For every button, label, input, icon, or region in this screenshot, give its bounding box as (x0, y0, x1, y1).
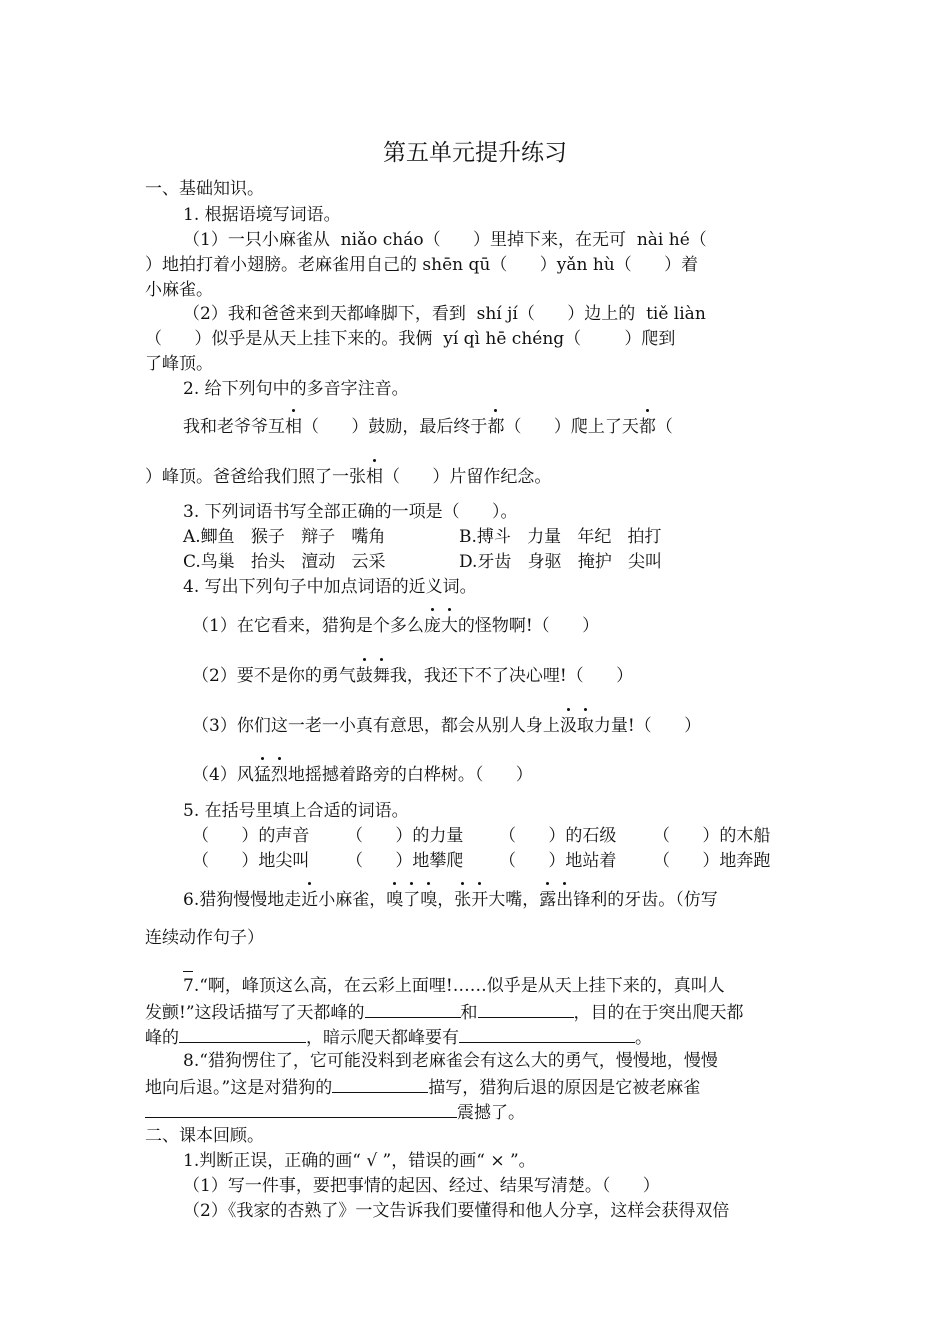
q5-stem: 5. 在括号里填上合适的词语。 (183, 801, 409, 821)
blank-underline (145, 1100, 457, 1118)
text-run: 。 (635, 1028, 652, 1048)
dotted-word (424, 616, 458, 636)
dotted-char: 相 (285, 417, 302, 437)
dotted-char: 嗅 (420, 890, 438, 910)
q3-option-a: A.鲫鱼 猴子 辩子 嘴角 (183, 527, 386, 547)
text-run: 锋利的牙齿。（仿写 (573, 890, 718, 910)
q2-stem: 2. 给下列句中的多音字注音。 (183, 379, 409, 399)
blank-underline (332, 1075, 428, 1093)
q7-line3 (145, 1025, 652, 1049)
dotted-char (254, 765, 288, 785)
text-run: ）峰顶。爸爸给我们照了一张 (145, 467, 366, 487)
text-run: 大嘴， (488, 890, 540, 910)
q1-p2-line3: 了峰顶。 (145, 354, 213, 374)
q1-p2-line2: （ ）似乎是从天上挂下来的。我俩 yí qì hē chéng（ ）爬到 (145, 329, 676, 349)
q7-line2 (145, 1000, 744, 1024)
q4-s1 (192, 615, 599, 637)
s2-q1-item1: （1）写一件事，要把事情的起因、经过、结果写清楚。（ ） (183, 1176, 660, 1196)
s2-q1-stem: 1.判断正误，正确的画“ √ ”，错误的画“ × ”。 (183, 1151, 536, 1171)
dotted-char (386, 890, 437, 910)
dotted-char (424, 616, 458, 636)
q1-p2-line1: （2）我和爸爸来到天都峰脚下，看到 shí jí（ ）边上的 tiě liàn (183, 304, 706, 324)
q2-line2 (145, 466, 551, 488)
text-run: （ ）鼓励，最后终于 (302, 417, 488, 437)
dotted-char: 出 (556, 890, 574, 910)
text-run: （ (655, 417, 673, 437)
text-run: ，目的在于突出爬天都 (573, 1003, 744, 1023)
blank-underline (478, 1000, 574, 1018)
dotted-char: 近 (301, 890, 319, 910)
q3-stem: 3. 下列词语书写全部正确的一项是（ ）。 (183, 502, 518, 522)
text-run: 我和老爷爷互 (183, 417, 285, 437)
dotted-char: 都 (487, 417, 505, 437)
dotted-char: 烈 (270, 765, 288, 785)
text-run: 发颤!”这段话描写了天都峰的 (145, 1003, 365, 1023)
q4-stem: 4. 写出下列句子中加点词语的近义词。 (183, 577, 477, 597)
text-run: （1）在它看来，猎狗是个多么 (192, 616, 424, 636)
dotted-char: 庞 (423, 616, 441, 636)
q6-answer-line (183, 952, 193, 972)
dotted-char: 取 (576, 716, 594, 736)
q1-p1-line1: （1）一只小麻雀从 niǎo cháo（ ）里掉下来，在无可 nài hé（ (183, 230, 707, 250)
text-run: 地向后退。”这是对猎狗的 (145, 1078, 333, 1098)
text-run: 地摇撼着路旁的白桦树。（ ） (287, 765, 533, 785)
text-run: 描写，猎狗后退的原因是它被老麻雀 (428, 1078, 701, 1098)
q1-p1-line3: 小麻雀。 (145, 280, 213, 300)
text-run: 和 (460, 1003, 478, 1023)
q2-line1 (183, 416, 673, 438)
q8-line3 (145, 1100, 525, 1124)
blank-underline (365, 1000, 461, 1018)
q5-row2-item: （ ）地尖叫 (192, 851, 310, 871)
text-run: 小麻雀， (318, 890, 387, 910)
dotted-char (560, 716, 594, 736)
section-heading-review: 二、课本回顾。 (145, 1126, 264, 1146)
text-run: ，暗示爬天都峰要有 (306, 1028, 459, 1048)
q5-row1-item: （ ）的石级 (499, 826, 617, 846)
q5-row1-item: （ ）的力量 (346, 826, 464, 846)
text-run: （2）要不是你的勇气 (192, 666, 356, 686)
text-run: ， (437, 890, 455, 910)
dotted-char: 汲 (559, 716, 577, 736)
dotted-char: 嗅 (386, 890, 404, 910)
dotted-char: 舞 (372, 666, 390, 686)
q5-row2-item: （ ）地奔跑 (653, 851, 771, 871)
q4-s2 (192, 665, 633, 687)
text-run: （ ）爬上了天 (504, 417, 639, 437)
blank-underline (459, 1025, 635, 1043)
dotted-char: 开 (471, 890, 489, 910)
text-run: （ ）片留作纪念。 (383, 467, 552, 487)
dotted-char (356, 666, 390, 686)
dotted-char (454, 890, 488, 910)
s2-q1-item2: （2）《我家的杏熟了》一文告诉我们要懂得和他人分享，这样会获得双倍 (183, 1201, 730, 1221)
q6-line2: 连续动作句子） (145, 928, 264, 948)
text-run: （3）你们这一老一小真有意思，都会从别人身上 (192, 716, 560, 736)
dotted-char: 相 (366, 467, 383, 487)
dotted-char: 张 (454, 890, 472, 910)
text-run: 的怪物啊!（ ） (457, 616, 600, 636)
q8-line1: 8.“猎狗愣住了，它可能没料到老麻雀会有这么大的勇气，慢慢地，慢慢 (183, 1051, 718, 1071)
q5-row2-item: （ ）地站着 (499, 851, 617, 871)
q5-row1-item: （ ）的声音 (192, 826, 310, 846)
q8-line2 (145, 1075, 700, 1099)
dotted-char: 露 (539, 890, 557, 910)
q5-row2-item: （ ）地攀爬 (346, 851, 464, 871)
q5-row1-item: （ ）的木船 (653, 826, 771, 846)
text-run: 峰的 (145, 1028, 179, 1048)
dotted-char: 了 (403, 890, 421, 910)
dotted-char: 都 (638, 417, 656, 437)
dotted-char: 鼓 (355, 666, 373, 686)
q3-option-c: C.鸟巢 抬头 澶动 云采 (183, 552, 386, 572)
text-run: 我，我还下不了决心哩!（ ） (389, 666, 634, 686)
text-run: 6.猎狗慢慢地走 (183, 890, 302, 910)
q3-option-d: D.牙齿 身驱 掩护 尖叫 (459, 552, 663, 572)
dotted-char (539, 890, 573, 910)
blank-underline (179, 1025, 306, 1043)
q4-s4 (192, 764, 533, 786)
section-heading-basic: 一、基础知识。 (145, 179, 264, 199)
dotted-char: 大 (440, 616, 458, 636)
q3-option-b: B.搏斗 力量 年纪 拍打 (459, 527, 662, 547)
q6-line1 (183, 889, 718, 911)
text-run: 力量!（ ） (593, 716, 702, 736)
text-run: 震撼了。 (457, 1103, 525, 1123)
q1-p1-line2: ）地拍打着小翅膀。老麻雀用自己的 shēn qū（ ）yǎn hù（ ）着 (145, 255, 699, 275)
q4-s3 (192, 715, 701, 737)
q7-line1: 7.“啊，峰顶这么高，在云彩上面哩!……似乎是从天上挂下来的，真叫人 (183, 976, 725, 996)
page-title: 第五单元提升练习 (383, 140, 567, 166)
dotted-char: 猛 (253, 765, 271, 785)
q1-stem: 1. 根据语境写词语。 (183, 205, 341, 225)
text-run: （4）风 (192, 765, 254, 785)
